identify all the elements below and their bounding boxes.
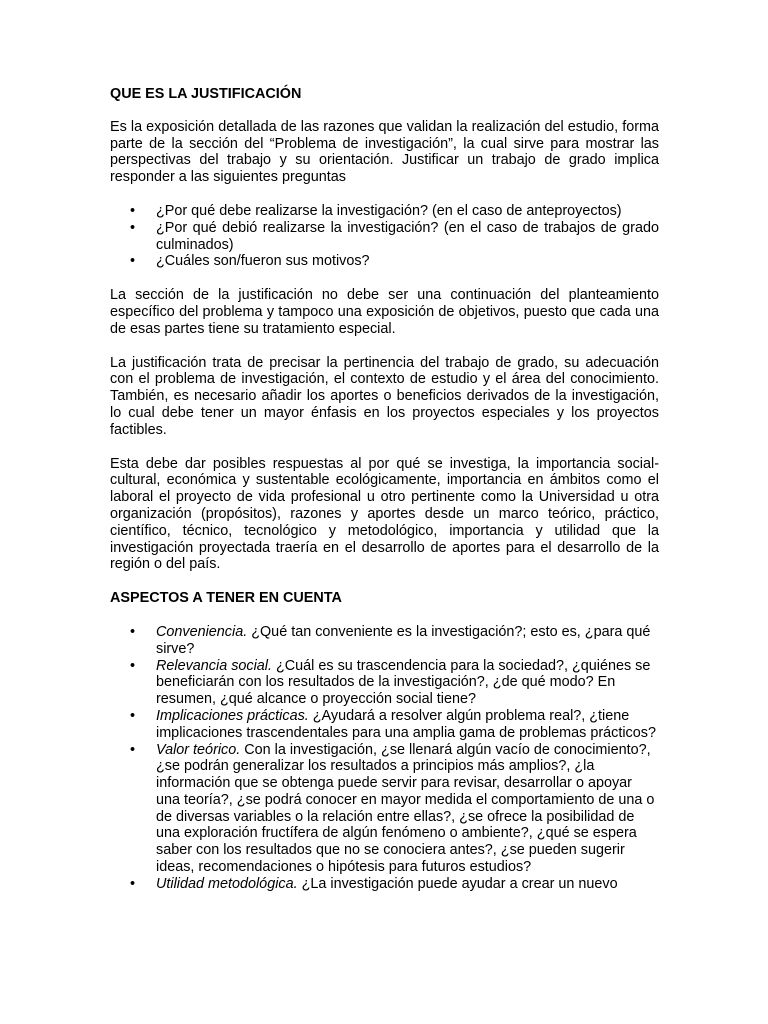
list-item (110, 203, 659, 220)
paragraph: La sección de la justificación no debe ser una continuación del planteamiento específico del problema y tampoco una exposición de objetivos, puesto que cada una de esas partes tiene su tratamiento especial. (110, 287, 659, 337)
section-heading-aspectos: ASPECTOS A TENER EN CUENTA (110, 590, 342, 607)
list-item (110, 253, 659, 270)
list-item-text: ¿Por qué debe realizarse la investigación? (en el caso de anteproyectos) (156, 202, 622, 219)
list-item (110, 876, 659, 893)
bullet-icon: • (130, 707, 136, 724)
bullet-icon: • (130, 253, 136, 270)
aspect-text: ¿La investigación puede ayudar a crear un nuevo (297, 875, 618, 892)
list-item (110, 742, 659, 876)
aspect-term: Utilidad metodológica. (156, 875, 298, 892)
aspect-text: ¿Qué tan conveniente es la investigación?; esto es, ¿para qué sirve? (156, 623, 651, 657)
aspect-term: Conveniencia. (156, 623, 248, 640)
bullet-icon: • (130, 657, 136, 674)
bullet-icon: • (130, 623, 136, 640)
aspect-text: ¿Ayudará a resolver algún problema real?, ¿tiene implicaciones trascendentales para una amplia gama de problemas prácticos? (156, 707, 656, 741)
bullet-icon: • (130, 875, 136, 892)
intro-paragraph: Es la exposición detallada de las razones que validan la realización del estudio, forma parte de la sección del “Problema de investigación”, la cual sirve para mostrar las perspectivas del trabajo y su orientación. Justificar un trabajo de grado implica responder a las siguientes preguntas (110, 118, 659, 186)
list-item (110, 658, 659, 708)
list-item-text: ¿Por qué debió realizarse la investigación? (en el caso de trabajos de grado culminados) (156, 219, 659, 253)
document-page (110, 86, 659, 893)
bullet-icon: • (130, 741, 136, 758)
list-item (110, 220, 659, 254)
list-item (110, 624, 659, 658)
paragraph: La justificación trata de precisar la pertinencia del trabajo de grado, su adecuación con el problema de investigación, el contexto de estudio y el área del conocimiento. También, es necesario añadir los aportes o beneficios derivados de la investigación, lo cual debe tener un mayor énfasis en los proyectos especiales y los proyectos factibles. (110, 354, 659, 438)
bullet-icon: • (130, 202, 136, 219)
aspect-term: Implicaciones prácticas. (156, 707, 309, 724)
paragraph: Esta debe dar posibles respuestas al por qué se investiga, la importancia social-cultural, económica y sustentable ecológicamente, importancia en ámbitos como el laboral el proyecto de vida profesional u otro pertinente como la Universidad u otra organización (propósitos), razones y aportes desde un marco teórico, práctico, científico, técnico, tecnológico y metodológico, importancia y utilidad que la investigación proyectada traería en el desarrollo de aportes para el desarrollo de la región o del país. (110, 455, 659, 573)
list-item (110, 708, 659, 742)
section-heading-justificacion: QUE ES LA JUSTIFICACIÓN (110, 86, 302, 102)
aspect-term: Valor teórico. (156, 741, 241, 758)
aspects-list (110, 624, 659, 893)
aspect-term: Relevancia social. (156, 657, 272, 674)
bullet-icon: • (130, 219, 136, 236)
list-item-text: ¿Cuáles son/fueron sus motivos? (156, 253, 370, 270)
questions-list (110, 203, 659, 270)
aspect-text: Con la investigación, ¿se llenará algún vacío de conocimiento?, ¿se podrán generalizar los resultados a principios más amplios?, ¿la información que se obtenga puede servir para revisar, desarrollar o apoyar una teoría?, ¿se podrá conocer en mayor medida el comportamiento de una o de diversas variables o la relación entre ellas?, ¿se ofrece la posibilidad de una exploración fructífera de algún fenómeno o ambiente?, ¿qué se espera saber con los resultados que no se conociera antes?, ¿se pueden sugerir ideas, recomendaciones o hipótesis para futuros estudios? (156, 741, 655, 876)
aspect-text: ¿Cuál es su trascendencia para la sociedad?, ¿quiénes se beneficiarán con los resultados de la investigación?, ¿de qué modo? En resumen, ¿qué alcance o proyección social tiene? (156, 657, 651, 708)
